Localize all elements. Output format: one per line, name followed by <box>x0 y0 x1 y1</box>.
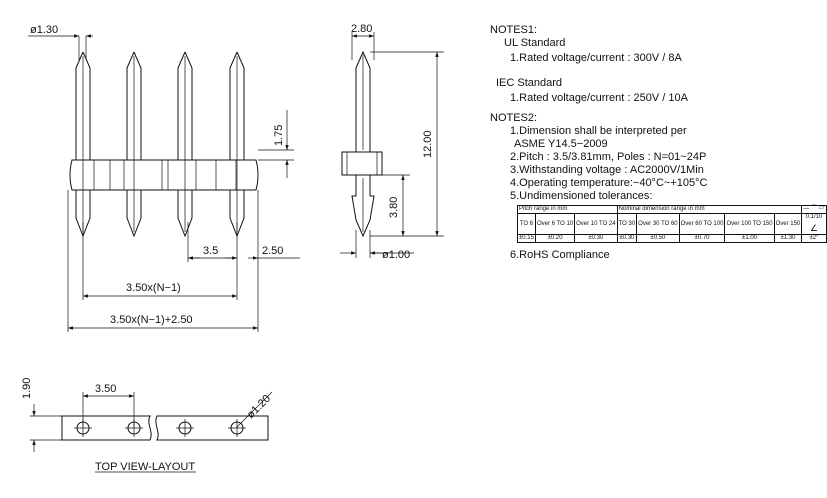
nominal-tol-4: ±1.00 <box>725 235 774 243</box>
pitch-col-1: TO 6 <box>518 214 536 235</box>
span-total-label: 3.50x(N−1)+2.50 <box>110 314 193 326</box>
notes-panel <box>490 24 827 262</box>
nominal-col-5: Over 150 <box>774 214 802 235</box>
note-4: 4.Operating temperature:−40°C~+105°C <box>510 177 708 189</box>
nominal-col-4: Over 100 TO 150 <box>725 214 774 235</box>
height-top-label: 1.75 <box>273 124 285 146</box>
hole-diameter-label: ø1.00 <box>382 249 411 261</box>
layout-hole <box>228 419 246 437</box>
pitch-tol-2: ±0.20 <box>535 235 574 243</box>
angle-tol: ±2° <box>802 235 826 243</box>
note-3: 3.Withstanding voltage : AC2000V/1Min <box>510 164 704 176</box>
pitch-tol-3: ±0.30 <box>575 235 617 243</box>
note-6: 6.RoHS Compliance <box>510 249 610 261</box>
housing-body <box>70 160 258 190</box>
pitch-col-3: Over 10 TO 24 <box>575 214 617 235</box>
symbols-cell: — ⌒ ▱ <box>803 206 825 212</box>
height-total-label: 12.00 <box>422 130 434 158</box>
front-view <box>70 52 258 236</box>
ul-rating: 1.Rated voltage/current : 300V / 8A <box>510 52 682 64</box>
span-label: 3.50x(N−1) <box>126 282 181 294</box>
tolerance-table <box>517 205 827 243</box>
pitch-tol-1: ±0.15 <box>519 235 534 241</box>
notes1-title: NOTES1: <box>490 24 538 36</box>
flatness-cell <box>802 214 826 235</box>
nominal-col-1: TO 30 <box>617 214 637 235</box>
top-view-layout <box>21 378 273 473</box>
nominal-tol-5: ±1.30 <box>774 235 802 243</box>
pitch-col-2: Over 6 TO 10 <box>535 214 574 235</box>
pin-diameter-dimension <box>28 24 93 60</box>
nominal-col-2: Over 30 TO 60 <box>637 214 679 235</box>
note-1: 1.Dimension shall be interpreted per <box>510 125 687 137</box>
pitch-label: 3.5 <box>203 245 219 257</box>
pin <box>178 52 192 236</box>
ul-standard-title: UL Standard <box>504 37 566 49</box>
height-top-dimension <box>258 110 294 178</box>
nominal-col-3: Over 60 TO 100 <box>679 214 725 235</box>
side-housing <box>342 152 382 175</box>
layout-hole <box>176 419 194 437</box>
pin-diameter-label: ø1.30 <box>30 24 59 36</box>
iec-standard-title: IEC Standard <box>496 77 563 89</box>
layout-height-label: 1.90 <box>21 377 33 399</box>
side-view <box>340 23 444 261</box>
layout-pitch-label: 3.50 <box>95 383 117 395</box>
flatness-value: 0.1/10 <box>805 214 823 220</box>
layout-title: TOP VIEW-LAYOUT <box>95 461 196 473</box>
pin <box>76 52 90 236</box>
iec-rating: 1.Rated voltage/current : 250V / 10A <box>510 92 688 104</box>
pin-group <box>76 52 244 236</box>
angle-symbol: ∠ <box>809 223 818 233</box>
layout-hole-label: ø1.20 <box>244 392 274 422</box>
nominal-tol-3: ±0.70 <box>679 235 725 243</box>
width-side-label: 2.80 <box>351 23 373 35</box>
note-5: 5.Undimensioned tolerances: <box>510 190 653 202</box>
nominal-tol-1: ±0.30 <box>617 235 637 243</box>
edge-label: 2.50 <box>262 245 284 257</box>
note-2: 2.Pitch : 3.5/3.81mm, Poles : N=01~24P <box>510 151 707 163</box>
nominal-range-header: Nominal dimension range in mm <box>617 206 802 214</box>
layout-hole-group <box>74 419 246 437</box>
note-1b: ASME Y14.5−2009 <box>514 138 608 150</box>
height-bottom-label: 3.80 <box>388 196 400 218</box>
pin <box>127 52 141 236</box>
pitch-range-header: Pitch range in mm <box>518 206 618 214</box>
notes2-title: NOTES2: <box>490 112 538 124</box>
nominal-tol-2: ±0.50 <box>637 235 679 243</box>
pin <box>230 52 244 236</box>
